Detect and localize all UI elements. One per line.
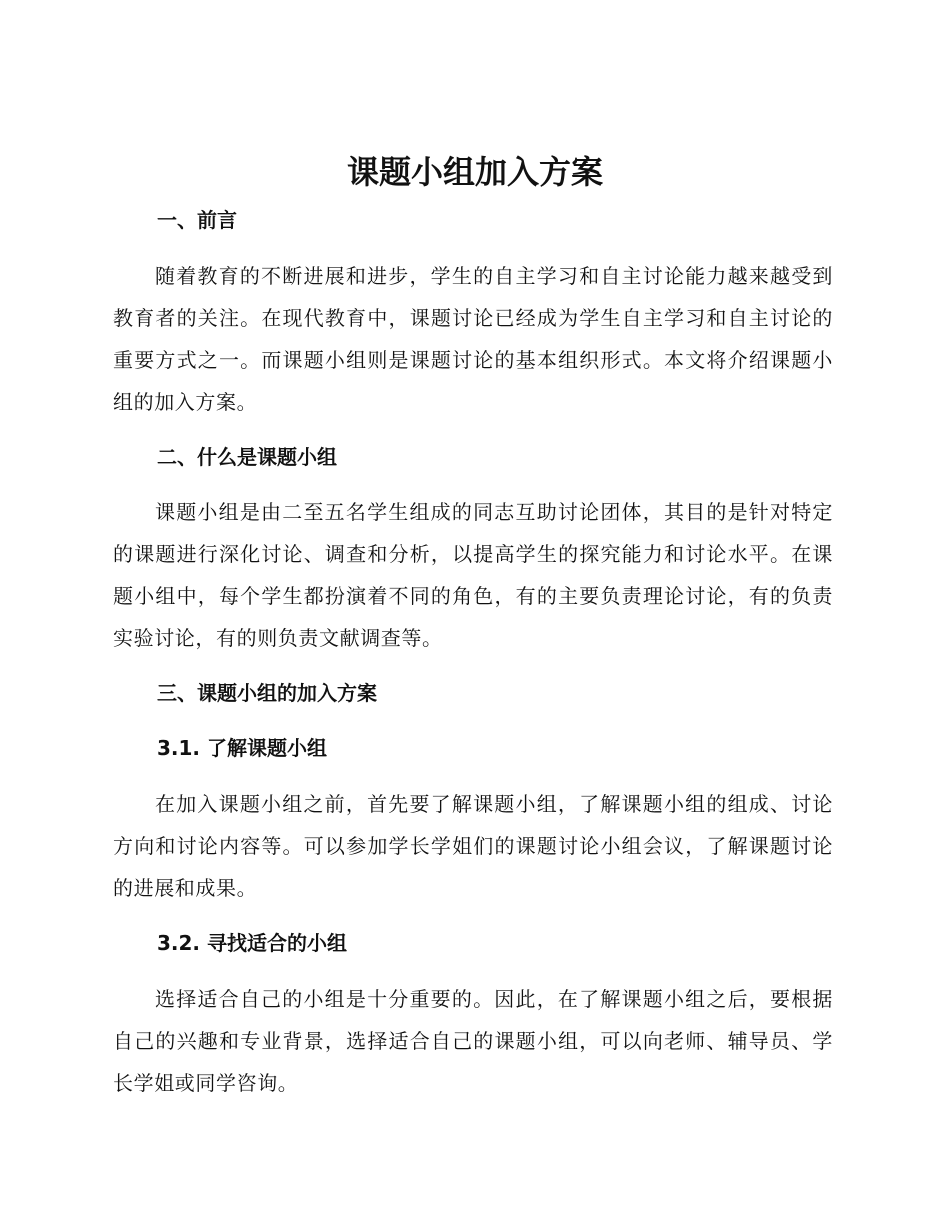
section-heading-what-is: 二、什么是课题小组	[157, 445, 337, 469]
subsection-heading-3-2: 3.2. 寻找适合的小组	[157, 931, 347, 955]
paragraph-3-2: 选择适合自己的小组是十分重要的。因此，在了解课题小组之后，要根据自己的兴趣和专业背景，选择适合自己的课题小组，可以向老师、辅导员、学长学姐或同学咨询。	[113, 987, 833, 1095]
paragraph-3-1: 在加入课题小组之前，首先要了解课题小组，了解课题小组的组成、讨论方向和讨论内容等。可以参加学长学姐们的课题讨论小组会议，了解课题讨论的进展和成果。	[113, 792, 833, 900]
section-heading-preface: 一、前言	[157, 208, 237, 232]
document-title: 课题小组加入方案	[346, 153, 603, 191]
section-heading-join-plan: 三、课题小组的加入方案	[157, 681, 377, 705]
paragraph-preface: 随着教育的不断进展和进步，学生的自主学习和自主讨论能力越来越受到教育者的关注。在现代教育中，课题讨论已经成为学生自主学习和自主讨论的重要方式之一。而课题小组则是课题讨论的基本组织形式。本文将介绍课题小组的加入方案。	[113, 264, 833, 414]
subsection-heading-3-1: 3.1. 了解课题小组	[157, 736, 327, 760]
paragraph-what-is: 课题小组是由二至五名学生组成的同志互助讨论团体，其目的是针对特定的课题进行深化讨论、调查和分析，以提高学生的探究能力和讨论水平。在课题小组中，每个学生都扮演着不同的角色，有的主要负责理论讨论，有的负责实验讨论，有的则负责文献调查等。	[113, 500, 833, 650]
